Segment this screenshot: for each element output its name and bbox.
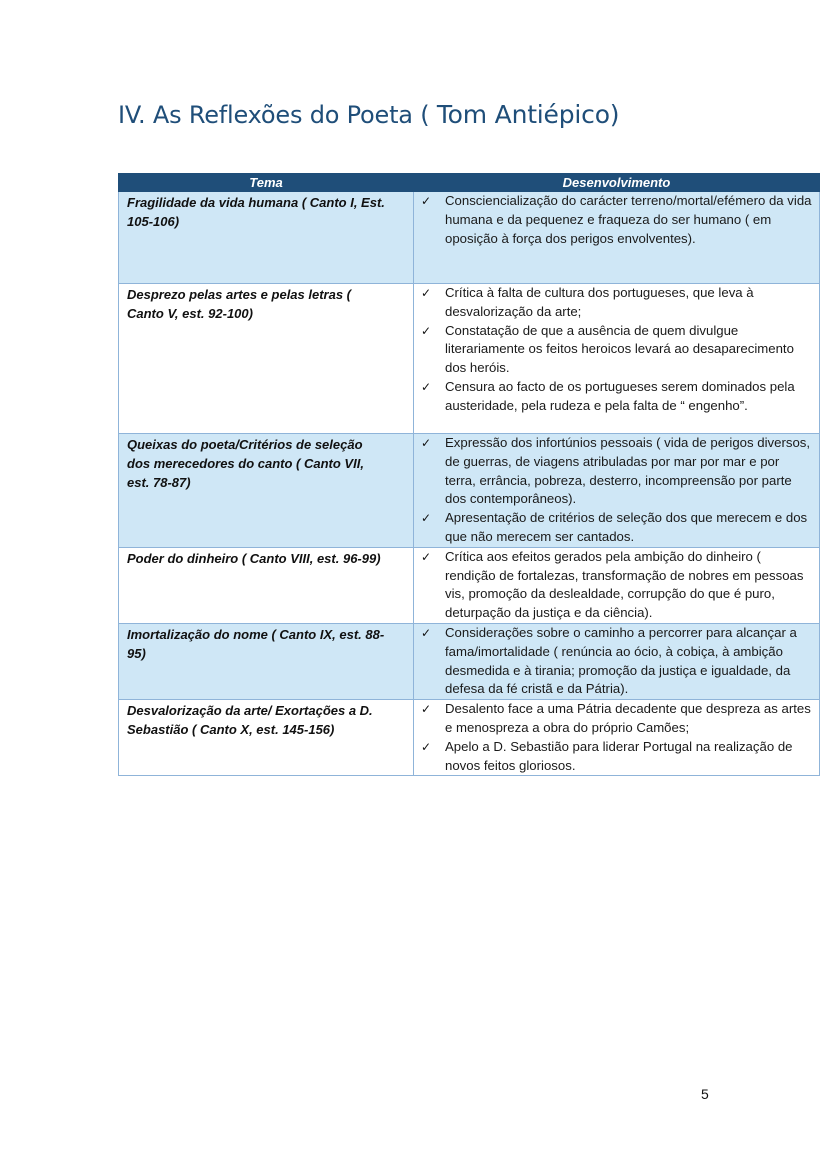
list-item-text: Apelo a D. Sebastião para liderar Portugal na realização de novos feitos gloriosos. [445, 738, 793, 773]
tema-cell: Fragilidade da vida humana ( Canto I, Est. 105-106) [119, 192, 414, 284]
checkmark-icon: ✓ [421, 323, 432, 338]
table-row [119, 284, 820, 434]
list-item [414, 700, 813, 738]
list-item-text: Desalento face a uma Pátria decadente que despreza as artes e menospreza a obra do próprio Camões; [445, 701, 811, 735]
desenvolvimento-cell [414, 547, 820, 623]
list-item [414, 322, 813, 378]
page-number: 5 [701, 1086, 709, 1102]
bullet-list [414, 284, 813, 416]
checkmark-icon: ✓ [421, 436, 432, 450]
list-item-text: Censura ao facto de os portugueses serem dominados pela austeridade, pela rudeza e pela falta de “ engenho”. [445, 378, 795, 413]
bullet-list [414, 624, 813, 699]
desenvolvimento-cell [414, 623, 820, 699]
tema-cell: Desvalorização da arte/ Exortações a D. Sebastião ( Canto X, est. 145-156) [119, 700, 414, 776]
reflections-table [118, 173, 820, 776]
list-item [414, 509, 813, 547]
tema-cell: Poder do dinheiro ( Canto VIII, est. 96-99) [119, 547, 414, 623]
list-item [414, 284, 813, 322]
list-item-text: Consciencialização do carácter terreno/mortal/efémero da vida humana e da pequenez e fraqueza do ser humano ( em oposição à força dos perigos envolventes). [445, 193, 812, 246]
column-header-desenvolvimento: Desenvolvimento [414, 174, 820, 192]
column-header-tema: Tema [119, 174, 414, 192]
table-row [119, 434, 820, 548]
title-emphasis: Tom Antiépico) [436, 100, 620, 129]
desenvolvimento-cell [414, 700, 820, 776]
page-title [118, 100, 619, 129]
checkmark-icon: ✓ [421, 739, 432, 754]
list-item [414, 434, 813, 509]
list-item [414, 378, 813, 416]
table-row [119, 623, 820, 699]
tema-cell: Desprezo pelas artes e pelas letras ( Canto V, est. 92-100) [119, 284, 414, 434]
table-row [119, 192, 820, 284]
list-item-text: Crítica à falta de cultura dos portugueses, que leva à desvalorização da arte; [445, 285, 754, 319]
bullet-list [414, 192, 813, 248]
checkmark-icon: ✓ [421, 379, 432, 394]
checkmark-icon: ✓ [421, 194, 432, 208]
table-row [119, 547, 820, 623]
list-item-text: Considerações sobre o caminho a percorrer para alcançar a fama/imortalidade ( renúncia ao ócio, à cobiça, à ambição desmedida e à tirania; promoção da justiça e igualdade, da defesa da fé cristã e da Pátria). [445, 624, 797, 697]
list-item [414, 548, 813, 623]
tema-cell: Queixas do poeta/Critérios de seleção dos merecedores do canto ( Canto VII, est. 78-87) [119, 434, 414, 548]
title-main: As Reflexões do Poeta ( [145, 101, 437, 129]
bullet-list [414, 548, 813, 623]
table-row [119, 700, 820, 776]
list-item [414, 192, 813, 248]
bullet-list [414, 700, 813, 775]
checkmark-icon: ✓ [421, 702, 432, 717]
list-item-text: Expressão dos infortúnios pessoais ( vida de perigos diversos, de guerras, de viagens atribuladas por mar por mar e por terra, errância, pobreza, desterro, incompreensão por parte dos contemporâneos). [445, 435, 811, 507]
list-item-text: Apresentação de critérios de seleção dos que merecem e dos que não merecem ser cantados. [445, 510, 808, 544]
list-item-text: Constatação de que a ausência de quem divulgue literariamente os feitos heroicos levará ao desaparecimento dos heróis. [445, 322, 794, 376]
table-header-row [119, 174, 820, 192]
table-body [119, 192, 820, 776]
bullet-list [414, 434, 813, 547]
list-item-text: Crítica aos efeitos gerados pela ambição do dinheiro ( rendição de fortalezas, transformação de nobres em pessoas vis, promoção da deslealdade, corrupção do que é puro, deturpação da justiça e da ciência). [445, 548, 804, 621]
desenvolvimento-cell [414, 192, 820, 284]
title-prefix: IV. [118, 101, 146, 129]
checkmark-icon: ✓ [421, 549, 432, 564]
list-item [414, 624, 813, 699]
checkmark-icon: ✓ [421, 511, 432, 526]
checkmark-icon: ✓ [421, 286, 432, 300]
desenvolvimento-cell [414, 434, 820, 548]
desenvolvimento-cell [414, 284, 820, 434]
checkmark-icon: ✓ [421, 625, 432, 640]
list-item [414, 738, 813, 776]
tema-cell: Imortalização do nome ( Canto IX, est. 88-95) [119, 623, 414, 699]
